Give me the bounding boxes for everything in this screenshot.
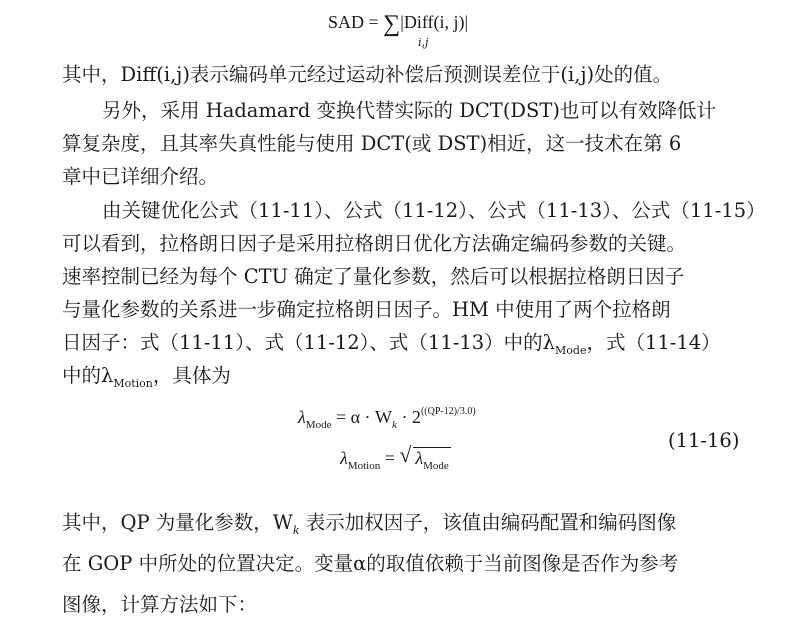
line-6-text-b: ，具体为 (152, 364, 231, 387)
paragraph-3-line-6 (62, 365, 231, 395)
equation-number: (11-16) (668, 429, 740, 452)
p4-text-b: 表示加权因子，该值由编码配置和编码图像 (299, 511, 677, 534)
paragraph-1-line-1: 其中，Diff(i,j)表示编码单元经过运动补偿后预测误差位于(i,j)处的值。 (62, 63, 673, 86)
line-6-text-a: 中的λ (62, 364, 114, 387)
sqrt-content (413, 447, 450, 472)
paragraph-3-line-5 (62, 332, 721, 362)
sum-symbol: ∑ (383, 11, 401, 37)
paragraph-2-line-3: 章中已详细介绍。 (62, 165, 219, 188)
sad-equals: = (364, 12, 384, 32)
p4-text-a: 其中，QP 为量化参数，W (62, 511, 293, 534)
paragraph-4-line-3: 图像，计算方法如下： (62, 593, 258, 616)
lambda-motion-equation (340, 448, 451, 476)
sqrt-radical (399, 448, 450, 476)
paragraph-4-line-2: 在 GOP 中所处的位置决定。变量α的取值依赖于当前图像是否作为参考 (62, 552, 679, 575)
line-5-text-a: 日因子：式（11-11）、式（11-12）、式（11-13）中的λ (62, 331, 556, 354)
sad-equation (328, 11, 469, 37)
weight-sub: k (392, 419, 397, 431)
line-5-mode-sub: Mode (555, 344, 587, 357)
paragraph-2-line-1: 另外，采用 Hadamard 变换代替实际的 DCT(DST)也可以有效降低计 (102, 99, 717, 122)
radicand-sub: Mode (423, 460, 449, 472)
p4-weight-sub: k (292, 524, 300, 537)
lambda-mode-dot: · 2 (396, 407, 421, 427)
sum-index: i,j (418, 36, 429, 49)
radicand-symbol: λ (415, 448, 424, 468)
lambda-motion-sub: Motion (347, 460, 381, 472)
lambda-mode-equation (298, 402, 476, 435)
paragraph-4-line-1 (62, 512, 676, 542)
paragraph-3-line-4: 与量化参数的关系进一步确定拉格朗日因子。HM 中使用了两个拉格朗 (62, 298, 671, 321)
paragraph-3-line-3: 速率控制已经为每个 CTU 确定了量化参数，然后可以根据拉格朗日因子 (62, 265, 685, 288)
paragraph-3-line-1: 由关键优化公式（11-11）、公式（11-12）、公式（11-13）、公式（11-15） (102, 199, 766, 222)
lambda-motion-symbol: λ (340, 448, 348, 468)
lambda-mode-sub: Mode (305, 419, 332, 431)
sad-body: |Diff(i, j)| (400, 12, 469, 32)
sad-lhs: SAD (328, 12, 365, 32)
paragraph-3-line-2: 可以看到，拉格朗日因子是采用拉格朗日优化方法确定编码参数的关键。 (62, 232, 687, 255)
lambda-mode-symbol: λ (298, 407, 306, 427)
lambda-mode-exponent: ((QP-12)/3.0) (420, 406, 476, 417)
line-6-motion-sub: Motion (113, 377, 153, 390)
lambda-motion-equals: = (380, 448, 400, 468)
paragraph-2-line-2: 算复杂度，且其率失真性能与使用 DCT(或 DST)相近，这一技术在第 6 (62, 132, 682, 155)
line-5-text-b: ，式（11-14） (586, 331, 721, 354)
lambda-mode-rhs: = α · W (331, 407, 393, 427)
